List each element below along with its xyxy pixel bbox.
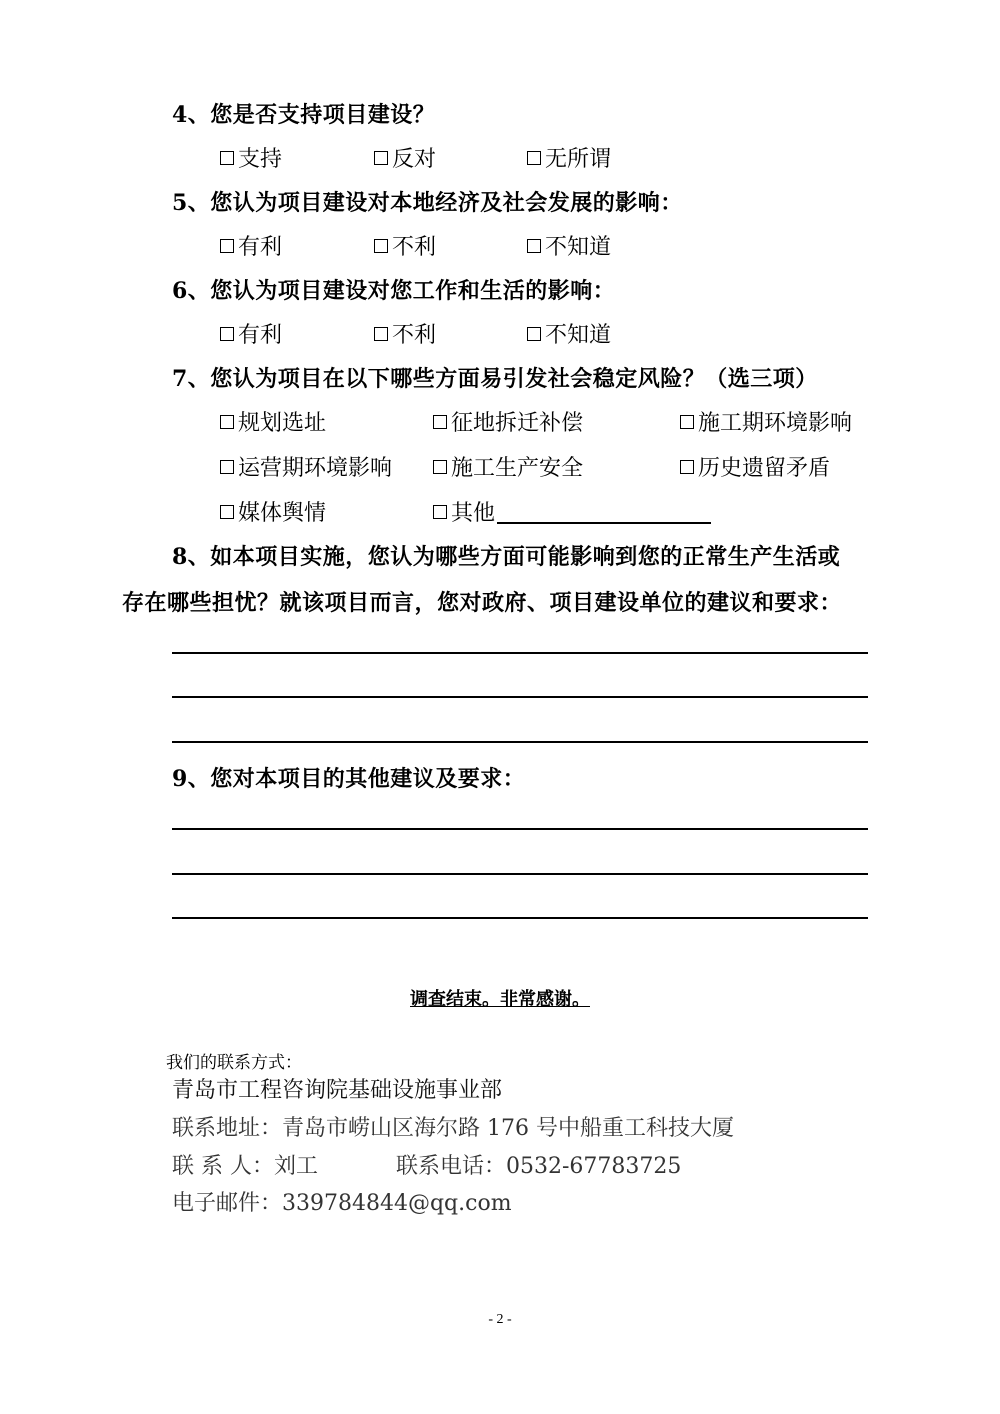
- checkbox-square[interactable]: [433, 460, 447, 474]
- checkbox-square[interactable]: [527, 151, 541, 165]
- question-5: 5、您认为项目建设对本地经济及社会发展的影响：: [172, 190, 683, 216]
- option-label: 运营期环境影响: [238, 456, 393, 481]
- checkbox-square[interactable]: [527, 327, 541, 341]
- contact-label: 我们的联系方式：: [166, 1053, 302, 1073]
- checkbox-site-planning[interactable]: [220, 406, 326, 437]
- checkbox-q5-beneficial[interactable]: [220, 230, 282, 261]
- closing-note: [0, 985, 1000, 1011]
- answer-line-8-1[interactable]: [172, 652, 868, 654]
- checkbox-other[interactable]: [433, 496, 711, 527]
- contact-phone: 联系电话：0532-67783725: [396, 1154, 682, 1179]
- checkbox-oppose[interactable]: [374, 142, 436, 173]
- checkbox-square[interactable]: [374, 327, 388, 341]
- checkbox-historical-issues[interactable]: [680, 451, 830, 482]
- answer-line-9-2[interactable]: [172, 873, 868, 875]
- option-label: 不利: [392, 235, 437, 260]
- answer-line-8-2[interactable]: [172, 696, 868, 698]
- option-label: 历史遗留矛盾: [698, 456, 831, 481]
- answer-line-9-1[interactable]: [172, 828, 868, 830]
- checkbox-production-safety[interactable]: [433, 451, 583, 482]
- question-9: 9、您对本项目的其他建议及要求：: [172, 766, 526, 792]
- option-label: 其他: [451, 501, 496, 526]
- checkbox-construction-environment[interactable]: [680, 406, 852, 437]
- contact-email: 电子邮件：339784844@qq.com: [172, 1191, 512, 1216]
- option-label: 无所谓: [545, 147, 612, 172]
- option-label: 施工生产安全: [451, 456, 584, 481]
- option-label: 反对: [392, 147, 437, 172]
- contact-person: 联 系 人：刘工: [172, 1154, 318, 1179]
- checkbox-square[interactable]: [220, 460, 234, 474]
- option-label: 有利: [238, 323, 283, 348]
- option-label: 有利: [238, 235, 283, 260]
- page-number: - 2 -: [488, 1312, 512, 1327]
- question-8-line-2: 存在哪些担忧？就该项目而言，您对政府、项目建设单位的建议和要求：: [122, 590, 843, 616]
- other-fill-in-line[interactable]: [497, 500, 711, 524]
- option-label: 不利: [392, 323, 437, 348]
- question-8-line-1: 8、如本项目实施，您认为哪些方面可能影响到您的正常生产生活或: [172, 544, 841, 570]
- checkbox-q6-unknown[interactable]: [527, 318, 611, 349]
- question-4: 4、您是否支持项目建设？: [172, 102, 436, 128]
- option-label: 媒体舆情: [238, 501, 327, 526]
- option-label: 不知道: [545, 235, 612, 260]
- checkbox-media-opinion[interactable]: [220, 496, 326, 527]
- checkbox-square[interactable]: [527, 239, 541, 253]
- checkbox-square[interactable]: [220, 151, 234, 165]
- checkbox-q6-beneficial[interactable]: [220, 318, 282, 349]
- option-label: 不知道: [545, 323, 612, 348]
- answer-line-9-3[interactable]: [172, 917, 868, 919]
- checkbox-square[interactable]: [433, 415, 447, 429]
- checkbox-square[interactable]: [374, 151, 388, 165]
- question-6: 6、您认为项目建设对您工作和生活的影响：: [172, 278, 616, 304]
- checkbox-square[interactable]: [220, 327, 234, 341]
- organization-name: 青岛市工程咨询院基础设施事业部: [172, 1078, 503, 1103]
- checkbox-q5-unfavorable[interactable]: [374, 230, 436, 261]
- checkbox-land-compensation[interactable]: [433, 406, 583, 437]
- option-label: 施工期环境影响: [698, 411, 853, 436]
- checkbox-square[interactable]: [680, 460, 694, 474]
- checkbox-indifferent[interactable]: [527, 142, 611, 173]
- option-label: 支持: [238, 147, 283, 172]
- contact-address: 联系地址：青岛市崂山区海尔路 176 号中船重工科技大厦: [172, 1116, 734, 1141]
- checkbox-square[interactable]: [220, 239, 234, 253]
- checkbox-q5-unknown[interactable]: [527, 230, 611, 261]
- checkbox-operation-environment[interactable]: [220, 451, 392, 482]
- checkbox-square[interactable]: [220, 415, 234, 429]
- question-7: 7、您认为项目在以下哪些方面易引发社会稳定风险？（选三项）: [172, 366, 818, 392]
- closing-text: 调查结束。非常感谢。: [410, 989, 590, 1010]
- checkbox-square[interactable]: [680, 415, 694, 429]
- option-label: 征地拆迁补偿: [451, 411, 584, 436]
- checkbox-square[interactable]: [374, 239, 388, 253]
- option-label: 规划选址: [238, 411, 327, 436]
- checkbox-square[interactable]: [220, 505, 234, 519]
- checkbox-support[interactable]: [220, 142, 282, 173]
- checkbox-square[interactable]: [433, 505, 447, 519]
- answer-line-8-3[interactable]: [172, 741, 868, 743]
- checkbox-q6-unfavorable[interactable]: [374, 318, 436, 349]
